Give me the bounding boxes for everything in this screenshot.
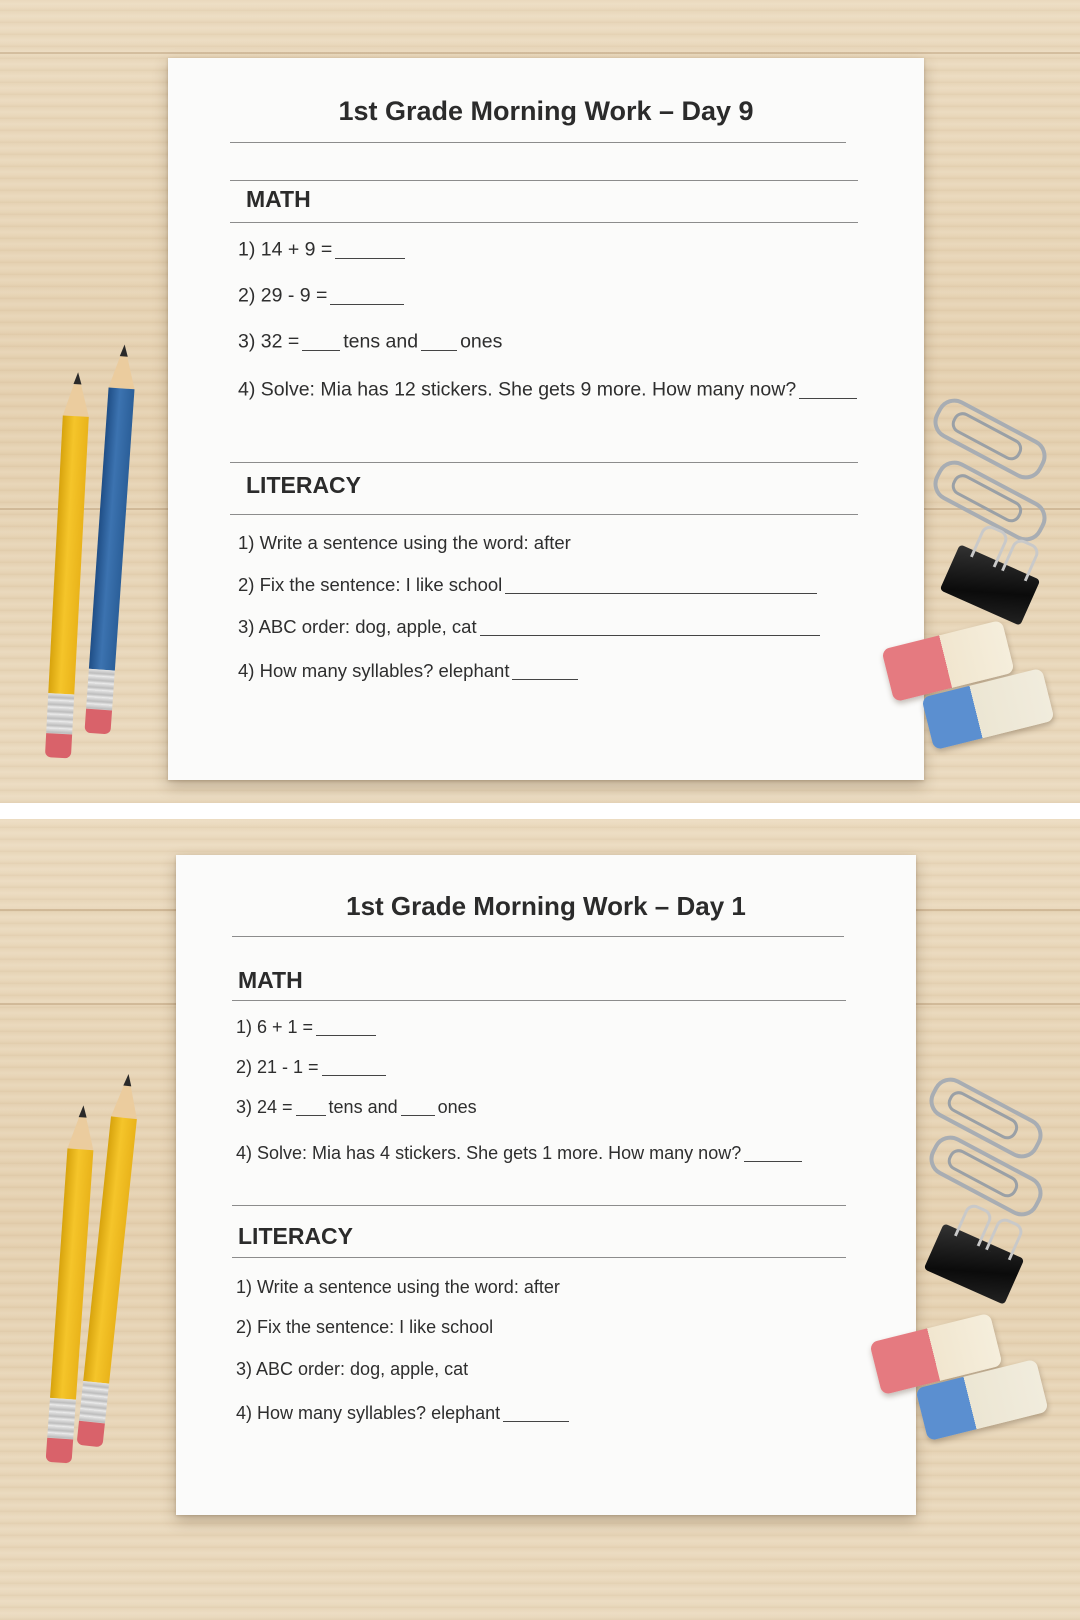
math-heading-rule (232, 1000, 846, 1001)
desk-background-bottom (0, 819, 1080, 1620)
tens-blank[interactable] (302, 330, 340, 351)
math-question-2: 2) 21 - 1 = (236, 1057, 389, 1078)
math-question-1: 1) 14 + 9 = (238, 238, 408, 262)
literacy-heading-rule (230, 514, 858, 515)
divider-line (230, 462, 858, 463)
literacy-question-2: 2) Fix the sentence: I like school (236, 1317, 494, 1337)
worksheet-day-1 (176, 855, 916, 1515)
binder-clip-icon (924, 1223, 1025, 1304)
answer-blank[interactable] (505, 575, 817, 595)
literacy-question-3: 3) ABC order: dog, apple, cat (236, 1359, 469, 1379)
binder-clip-icon (940, 544, 1041, 625)
title-underline (230, 142, 846, 143)
literacy-question-4: 4) How many syllables? elephant (238, 660, 581, 682)
math-heading-rule (230, 222, 858, 223)
wood-seam (0, 52, 1080, 54)
literacy-question-1: 1) Write a sentence using the word: after (236, 1277, 560, 1297)
ones-blank[interactable] (401, 1097, 435, 1116)
tens-blank[interactable] (296, 1097, 326, 1116)
literacy-heading: LITERACY (246, 472, 361, 498)
literacy-heading: LITERACY (238, 1223, 353, 1249)
math-question-3: 3) 24 = tens and ones (236, 1097, 477, 1117)
answer-blank[interactable] (799, 378, 857, 399)
math-question-1: 1) 6 + 1 = (236, 1017, 379, 1038)
answer-blank[interactable] (335, 238, 405, 259)
literacy-question-2: 2) Fix the sentence: I like school (238, 574, 820, 596)
desk-background-top (0, 0, 1080, 803)
literacy-question-1: 1) Write a sentence using the word: after (238, 532, 571, 553)
literacy-question-4: 4) How many syllables? elephant (236, 1403, 572, 1424)
math-question-3: 3) 32 = tens and ones (238, 330, 503, 353)
answer-blank[interactable] (503, 1403, 569, 1422)
answer-blank[interactable] (322, 1057, 386, 1076)
answer-blank[interactable] (316, 1017, 376, 1036)
answer-blank[interactable] (744, 1143, 802, 1162)
math-question-4: 4) Solve: Mia has 12 stickers. She gets 9 more. How many now? (238, 378, 860, 402)
math-heading: MATH (238, 967, 303, 993)
title-underline (232, 936, 844, 937)
answer-blank[interactable] (330, 284, 404, 305)
yellow-pencil-icon (45, 372, 91, 759)
divider-line (232, 1205, 846, 1206)
math-question-2: 2) 29 - 9 = (238, 284, 407, 308)
literacy-heading-rule (232, 1257, 846, 1258)
answer-blank[interactable] (480, 617, 820, 637)
worksheet-day-9 (168, 58, 924, 780)
worksheet-title: 1st Grade Morning Work – Day 1 (346, 891, 746, 921)
panel-divider (0, 803, 1080, 819)
literacy-question-3: 3) ABC order: dog, apple, cat (238, 616, 823, 638)
answer-blank[interactable] (512, 661, 578, 681)
ones-blank[interactable] (421, 330, 457, 351)
divider-line (230, 180, 858, 181)
math-question-4: 4) Solve: Mia has 4 stickers. She gets 1 more. How many now? (236, 1143, 805, 1164)
worksheet-title: 1st Grade Morning Work – Day 9 (338, 96, 754, 126)
math-heading: MATH (246, 186, 311, 212)
blue-pencil-icon (84, 344, 137, 735)
